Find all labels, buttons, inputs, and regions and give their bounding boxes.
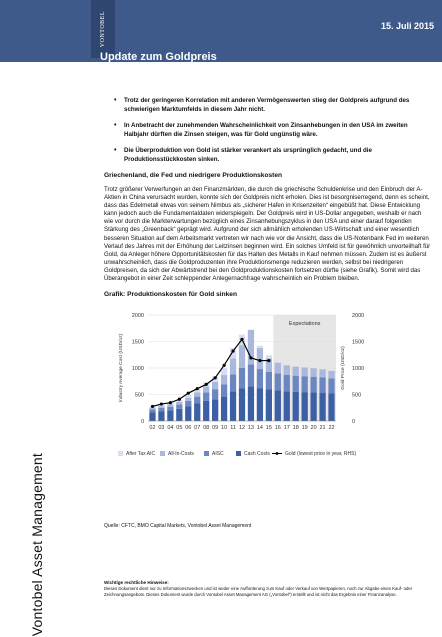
x-tick-label: 07 (194, 425, 201, 432)
vontobel-logo: VONTOBEL (91, 0, 115, 58)
y-tick-left: 1500 (131, 339, 144, 346)
bar-segment (275, 390, 281, 421)
bar-segment (293, 367, 299, 376)
bar-segment (257, 348, 263, 369)
bar-segment (257, 369, 263, 388)
bar-segment (212, 399, 218, 421)
gold-price-point (267, 359, 270, 362)
x-tick-label: 11 (230, 425, 236, 432)
bar-segment (266, 372, 272, 389)
bar-segment (212, 382, 218, 389)
chart-heading: Grafik: Produktionskosten für Gold sinken (104, 291, 237, 299)
gold-price-point (196, 387, 199, 390)
x-tick-label: 06 (185, 425, 192, 432)
x-tick-label: 16 (274, 425, 281, 432)
x-tick-label: 03 (158, 425, 165, 432)
bar-segment (293, 392, 299, 421)
legend-label: Cash Costs (244, 451, 270, 458)
legal-disclaimer (104, 580, 429, 597)
disclaimer-title: Wichtige rechtliche Hinweise: (104, 580, 169, 585)
x-tick-label: 02 (149, 425, 156, 432)
gold-price-point (249, 356, 252, 359)
header-band (0, 0, 442, 62)
x-tick-label: 05 (176, 425, 183, 432)
x-tick-label: 04 (167, 425, 174, 432)
bullet-item: • Trotz der geringeren Korrelation mit anderen Vermögenswerten stieg der Goldpreis aufgrund des schwierigen Marktumfelds in diesem Jahr nicht. (104, 97, 432, 114)
gold-price-point (214, 376, 217, 379)
bar-segment (284, 375, 290, 391)
gold-price-point (187, 392, 190, 395)
y-tick-right: 1000 (352, 366, 365, 373)
bar-segment (194, 397, 200, 404)
gold-price-point (258, 359, 261, 362)
bar-segment (239, 368, 245, 388)
bar-segment (176, 405, 182, 409)
bar-segment (239, 388, 245, 421)
y-tick-left: 2000 (131, 313, 144, 320)
y-tick-right: 2000 (352, 313, 365, 320)
bar-segment (158, 408, 164, 411)
y-tick-right: 500 (352, 392, 362, 399)
gold-price-point (231, 350, 234, 353)
x-tick-label: 14 (256, 425, 263, 432)
gold-price-point (205, 383, 208, 386)
bar-segment (319, 369, 325, 377)
bullet-item: • In Anbetracht der zunehmenden Wahrscheinlichkeit von Zinsanhebungen in den USA im zweiten Halbjahr dürften die Zinsen steigen, was für Gold ungünstig wäre. (104, 122, 432, 139)
source-note: Quelle: CFTC, BMO Capital Markets, Vontobel Asset Management (104, 523, 252, 529)
bar-segment (302, 376, 308, 392)
x-tick-label: 13 (247, 425, 255, 432)
y-tick-left: 1000 (131, 366, 144, 373)
x-tick-label: 12 (238, 425, 246, 432)
legend-label: All-In-Costs (168, 451, 194, 458)
bar-segment (275, 363, 281, 374)
bar-segment (221, 375, 227, 385)
x-tick-label: 22 (328, 425, 335, 432)
bar-segment (221, 385, 227, 397)
bar-segment (194, 393, 200, 397)
x-tick-label: 09 (212, 425, 219, 432)
y-tick-right: 1500 (352, 339, 365, 346)
bar-segment (293, 376, 299, 392)
legend-swatch (204, 451, 209, 456)
bar-segment (284, 365, 290, 375)
bar-segment (284, 391, 290, 421)
y-axis-label-right: Gold Price (USD/oz) (341, 346, 346, 390)
x-tick-label: 08 (203, 425, 210, 432)
bar-segment (203, 401, 209, 421)
main-content (104, 97, 432, 465)
gold-price-point (222, 364, 225, 367)
key-points-list (104, 97, 432, 164)
bar-segment (176, 409, 182, 421)
y-tick-left: 0 (140, 419, 144, 426)
bar-segment (319, 377, 325, 392)
bar-segment (212, 389, 218, 399)
bar-segment (310, 377, 316, 393)
bar-segment (328, 393, 334, 421)
bar-segment (239, 345, 245, 368)
bar-segment (257, 346, 263, 348)
production-cost-chart (108, 305, 378, 465)
bar-segment (328, 378, 334, 393)
date-label: 15. Juli 2015 (380, 21, 434, 31)
bar-segment (149, 413, 155, 421)
bar-segment (310, 393, 316, 422)
bar-segment (167, 411, 173, 422)
x-tick-label: 18 (292, 425, 299, 432)
bar-segment (230, 391, 236, 421)
bar-segment (310, 368, 316, 376)
bar-segment (230, 374, 236, 391)
expectations-label: Expectations (288, 321, 321, 328)
x-tick-label: 10 (221, 425, 228, 432)
bar-segment (185, 406, 191, 421)
sidebar-brand: Vontobel Asset Management (29, 453, 45, 637)
bar-segment (302, 368, 308, 377)
gold-price-point (169, 401, 172, 404)
x-tick-label: 17 (283, 425, 290, 432)
bar-segment (167, 405, 173, 407)
gold-price-point (160, 403, 163, 406)
body-paragraph: Trotz größerer Verwerfungen an den Finanzmärkten, die durch die griechische Schuldenkrise und den Einbruch der A-Aktien in China verursacht wurden, konnte sich der Goldpreis nicht erholen. Dies ist besorgniserregend, denn es scheint, dass das Edelmetall etwas von seinem Nimbus als „sicherer Hafen in Krisenzeiten“ eingebüßt hat. Diese Entwicklung kann jedoch auch die Fundamentaldaten widerspiegeln. Der Goldpreis wird in US-Dollar angegeben, weshalb er nach wie vor durch die Markterwartungen bezüglich eines Zinsanhebungszyklus in den USA und einer darauf folgenden Stärkung des „Greenback“ geprägt wird. Aufgrund der sich allmählich erholenden US-Wirtschaft und einer wesentlich besseren Situation auf dem Arbeitsmarkt vertreten wir nach wie vor die Ansicht, dass die US-Notenbank Fed im weiteren Verlauf des Jahres mit der Erhöhung der Leitzinsen beginnen wird. Ein solches Umfeld ist für gewöhnlich unvorteilhaft für Gold, da Anleger höhere Opportunitätskosten für das Halten des Metalls in Kauf nehmen müssen. Zudem ist es äußerst unwahrscheinlich, dass die Goldproduzenten ihre Produktionsmenge reduzieren werden, selbst bei niedrigeren Goldpreisen, da sich der Abwärtstrend bei den Goldproduktionskosten fortsetzen dürfte (siehe Grafik). Somit wird das Überangebot in einer Zeit schleppender Anlegernachfrage wahrscheinlich ein Problem bleiben. (104, 186, 431, 283)
x-tick-label: 19 (301, 425, 308, 432)
bar-segment (319, 393, 325, 421)
section-heading: Griechenland, die Fed und niedrigere Produktionskosten (104, 172, 283, 179)
bullet-item: • Die Überproduktion von Gold ist stärker verankert als ursprünglich gedacht, und die Produktionsstückkosten sinken. (104, 147, 432, 164)
bar-segment (248, 387, 254, 421)
bar-segment (185, 401, 191, 406)
bar-segment (266, 355, 272, 358)
gold-price-point (151, 405, 154, 408)
bar-segment (158, 406, 164, 408)
y-axis-label-left: Industry Average Cost (USD/oz) (119, 334, 124, 403)
bar-segment (167, 407, 173, 411)
page-title: Update zum Goldpreis (100, 51, 217, 63)
bar-segment (221, 397, 227, 421)
disclaimer-text: Dieses Dokument dient nur zu Informationszwecken und ist weder eine Aufforderung zum Kauf oder Verkauf von Wertpapieren, noch zur Abgabe eines Kauf- oder Zeichnungsangebots. Dieses Dokument wurde durch Vontobel Asset Management AG („Vontobel“) erstellt und ist nicht das Ergebnis einer Finanzanalyse. (104, 586, 413, 597)
x-tick-label: 15 (265, 425, 272, 432)
bar-segment (194, 404, 200, 421)
legend-label: AISC (212, 451, 224, 458)
bar-segment (203, 387, 209, 393)
gold-price-point (240, 338, 243, 341)
legend-swatch (118, 451, 123, 456)
x-tick-label: 21 (319, 425, 326, 432)
legend-swatch (236, 451, 241, 456)
legend-swatch (160, 451, 165, 456)
x-tick-label: 20 (310, 425, 317, 432)
y-tick-right: 0 (352, 419, 356, 426)
gold-price-point (178, 398, 181, 401)
chart-svg (108, 305, 378, 465)
bar-segment (328, 371, 334, 378)
bar-segment (257, 388, 263, 421)
bar-segment (185, 395, 191, 398)
bar-segment (176, 402, 182, 405)
bar-segment (158, 412, 164, 422)
legend-label: Gold (lowest price in year, RHS) (285, 451, 357, 458)
bar-segment (275, 373, 281, 390)
bar-segment (203, 393, 209, 401)
legend-marker (276, 452, 279, 455)
bar-segment (248, 364, 254, 386)
bar-segment (266, 389, 272, 421)
bar-segment (230, 359, 236, 375)
bar-segment (149, 409, 155, 412)
y-tick-left: 500 (134, 392, 144, 399)
bar-segment (302, 392, 308, 421)
bar-segment (185, 398, 191, 401)
legend-label: After Tax AIC (126, 451, 156, 458)
